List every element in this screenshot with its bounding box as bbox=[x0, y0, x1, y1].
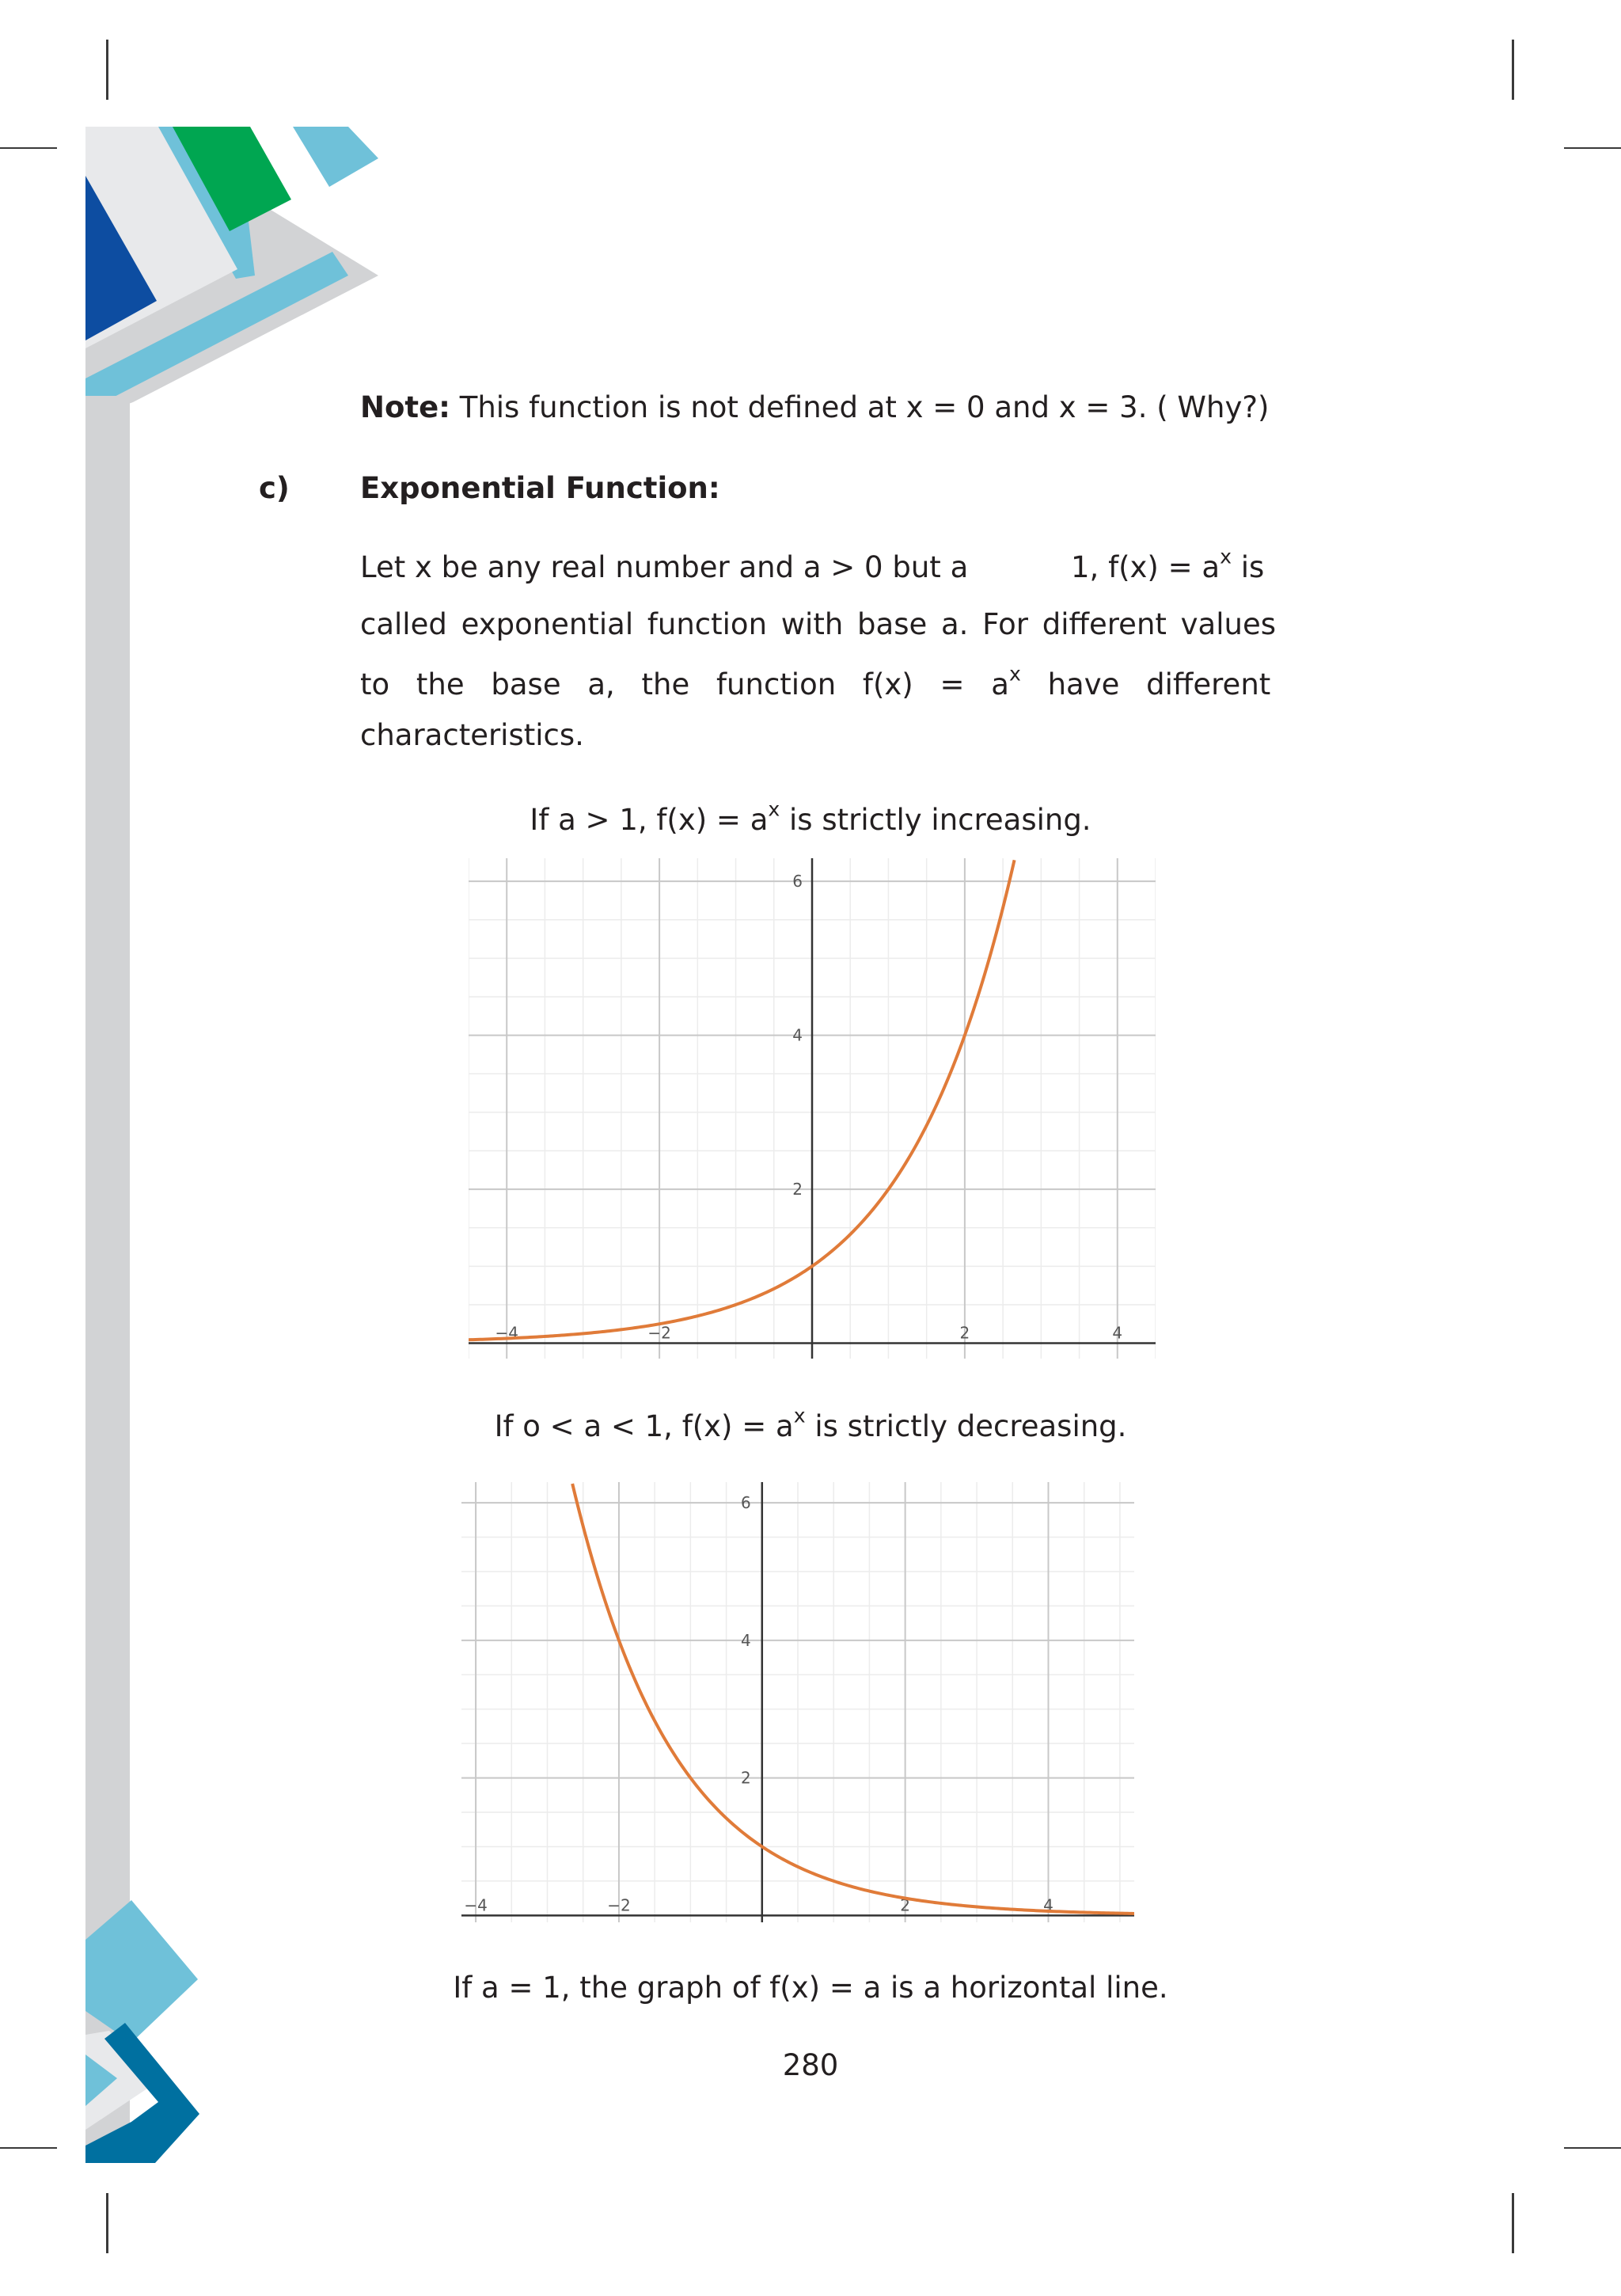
graph-decreasing bbox=[461, 1482, 1134, 1922]
x-tick-label: 4 bbox=[1043, 1895, 1053, 1914]
page-number: 280 bbox=[0, 2051, 1621, 2080]
y-tick-label: 6 bbox=[792, 872, 803, 891]
paragraph-line-3-part-a: to the base a, the function f(x) = a bbox=[360, 667, 1009, 701]
function-curve bbox=[572, 1484, 1134, 1914]
paragraph-line-2: called exponential function with base a. For different values bbox=[360, 610, 1276, 639]
paragraph-line-1-part-a: Let x be any real number and a > 0 but a bbox=[360, 550, 968, 584]
y-tick-label: 4 bbox=[741, 1631, 751, 1650]
paragraph-line-1 bbox=[360, 553, 1276, 582]
x-tick-label: −4 bbox=[495, 1324, 518, 1343]
exponent-x: x bbox=[768, 797, 780, 820]
exponent-x: x bbox=[794, 1404, 806, 1427]
section-title: Exponential Function: bbox=[360, 473, 720, 503]
exponent-x: x bbox=[1009, 662, 1021, 685]
caption-increasing bbox=[0, 805, 1621, 834]
x-tick-label: −2 bbox=[607, 1895, 630, 1914]
y-tick-label: 6 bbox=[741, 1493, 751, 1512]
x-tick-label: 2 bbox=[960, 1324, 970, 1343]
crop-mark bbox=[1564, 147, 1621, 149]
graph-decreasing-svg bbox=[461, 1482, 1134, 1922]
caption-decreasing-part-a: If o < a < 1, f(x) = a bbox=[495, 1409, 794, 1443]
caption-increasing-part-a: If a > 1, f(x) = a bbox=[530, 803, 768, 837]
y-tick-label: 2 bbox=[741, 1769, 751, 1788]
decorative-corner-bottom bbox=[0, 0, 237, 2296]
y-tick-label: 2 bbox=[792, 1180, 803, 1199]
x-tick-label: −2 bbox=[647, 1324, 670, 1343]
crop-mark bbox=[1512, 40, 1514, 100]
section-marker: c) bbox=[259, 473, 290, 503]
paragraph-line-1-part-b: 1, f(x) = a bbox=[1071, 550, 1220, 584]
y-tick-label: 4 bbox=[792, 1026, 803, 1045]
paragraph-line-3-part-c: have different bbox=[1021, 667, 1270, 701]
paragraph-line-3 bbox=[360, 670, 1276, 699]
caption-constant: If a = 1, the graph of f(x) = a is a horizontal line. bbox=[0, 1973, 1621, 2002]
note-label: Note: bbox=[360, 390, 450, 424]
function-curve bbox=[469, 860, 1015, 1340]
graph-increasing-svg bbox=[469, 858, 1156, 1359]
caption-decreasing-part-b: is strictly decreasing. bbox=[806, 1409, 1127, 1443]
caption-increasing-part-b: is strictly increasing. bbox=[780, 803, 1091, 837]
crop-mark bbox=[1564, 2147, 1621, 2149]
caption-decreasing bbox=[0, 1412, 1621, 1441]
paragraph-line-4: characteristics. bbox=[360, 720, 1276, 750]
crop-mark bbox=[1512, 2193, 1514, 2253]
note-line bbox=[360, 393, 1269, 422]
x-tick-label: 4 bbox=[1112, 1324, 1122, 1343]
exponent-x: x bbox=[1220, 545, 1232, 568]
x-tick-label: 2 bbox=[900, 1895, 910, 1914]
paragraph-line-1-part-c: is bbox=[1232, 550, 1264, 584]
x-tick-label: −4 bbox=[464, 1895, 487, 1914]
note-text: This function is not defined at x = 0 and x = 3. ( Why?) bbox=[450, 390, 1269, 424]
graph-increasing bbox=[469, 858, 1156, 1359]
